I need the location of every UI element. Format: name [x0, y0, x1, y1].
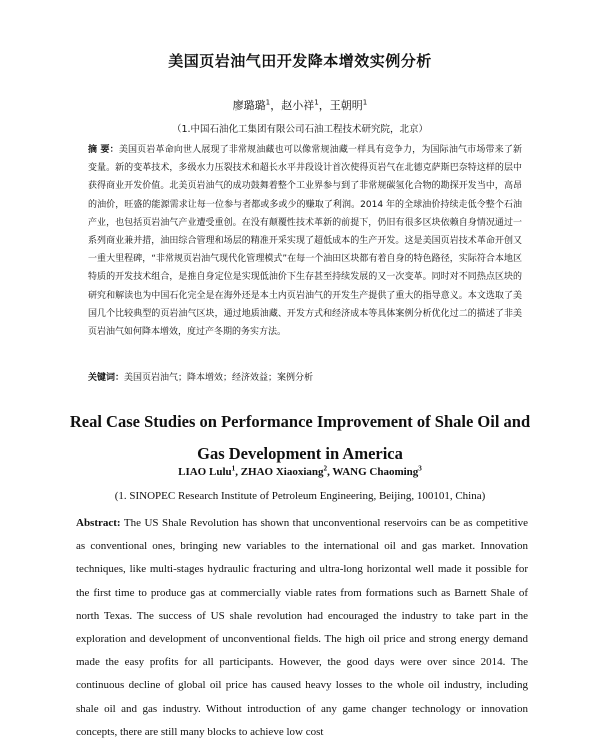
english-abstract-text: The US Shale Revolution has shown that unconventional reservoirs can be as competitive as conventional ones, bringing new variables to the international oil and gas market. Innovation techniques, like multi-stages hydraulic fracturing and ultra-long horizontal well made it possible for the first time to produce gas at commercially viable rates from formations such as Barnett Shale of north Texas. The success of US shale revolution had encouraged the industry to take part in the exploration and development of unconventional fields. The high oil price and strong energy demand made the easy profits for all participants. However, the good days were over since 2014. The continuous decline of global oil price has caused heavy losses to the whole oil industry, including shale oil and gas industry. Without introduction of any game changer technology or innovation concepts, there are still many blocks to achieve low cost [76, 517, 529, 738]
chinese-author: 廖璐璐$^1$ [232, 97, 271, 112]
chinese-author: 王朝明$^1$ [329, 97, 368, 112]
chinese-keywords [88, 370, 522, 383]
english-abstract [76, 512, 528, 744]
english-affiliation: (1. SINOPEC Research Institute of Petroleum Engineering, Beijing, 100101, China) [114, 490, 486, 502]
chinese-abstract-text: 美国页岩革命向世人展现了非常规油藏也可以像常规油藏一样具有竞争力，为国际油气市场带来了新变量。新的变革技术，多级水力压裂技术和超长水平井段设计首次使得页岩气在北德克萨斯巴奈特这样的层中获得商业开发价值。北美页岩油气的成功鼓舞着整个工业界参与到了非常规碳氢化合物的勘探开发当中，高昂的油价，旺盛的能源需求让每一位参与者都或多或少的赚取了利润。2014 年的全球油价持续走低令整个石油产业，也包括页岩油气产业遭受重创。在没有颠覆性技术革新的前提下，仍旧有很多区块依赖自身情况通过一系列商业兼并措，油田综合管理和场层的精准开采实现了超低成本的生产开发。这是美国页岩技术革命开创又一重大里程碑，“非常规页岩油气现代化管理模式”在每一个油田区块都有着自身的特色路径，实际符合本地区特质的开发技术组合，是推自身定位是实现低油价下生存甚至持续发展的又一次变革。同时对不同热点区块的研究和解读也为中国石化完全是在海外还是本土内页岩油气的开发生产提供了重大的指导意义。本文选取了美国几个比较典型的页岩油气区块，通过地质油藏、开发方式和经济成本等具体案例分析优化过二的描述了非美页岩油气如何降本增效，度过产冬期的务实方法。 [88, 145, 522, 338]
english-author: LIAO Lulu$^1$ [178, 464, 236, 478]
chinese-abstract [88, 141, 522, 341]
english-author: WANG Chaoming$^3$ [332, 464, 422, 478]
chinese-author: 赵小祥$^1$ [281, 97, 319, 112]
english-title: Real Case Studies on Performance Improvement of Shale Oil and Gas Development in America [69, 412, 531, 463]
chinese-author-list: 廖璐璐$^1$，赵小祥$^1$，王朝明$^1$ [232, 97, 368, 112]
english-abstract-label: Abstract: [76, 517, 121, 529]
chinese-affiliation: （1.中国石油化工集团有限公司石油工程技术研究院，北京） [171, 124, 429, 135]
english-author: ZHAO Xiaoxiang$^2$ [240, 464, 328, 478]
chinese-title: 美国页岩油气田开发降本增效实例分析 [168, 52, 432, 70]
english-author-list: LIAO Lulu$^1$, ZHAO Xiaoxiang$^2$, WANG Chaoming$^3$ [178, 464, 422, 478]
chinese-abstract-label: 摘 要： [88, 145, 119, 155]
chinese-keywords-label: 关键词： [88, 373, 125, 383]
chinese-keywords-text: 美国页岩油气；降本增效；经济效益；案例分析 [124, 373, 314, 383]
